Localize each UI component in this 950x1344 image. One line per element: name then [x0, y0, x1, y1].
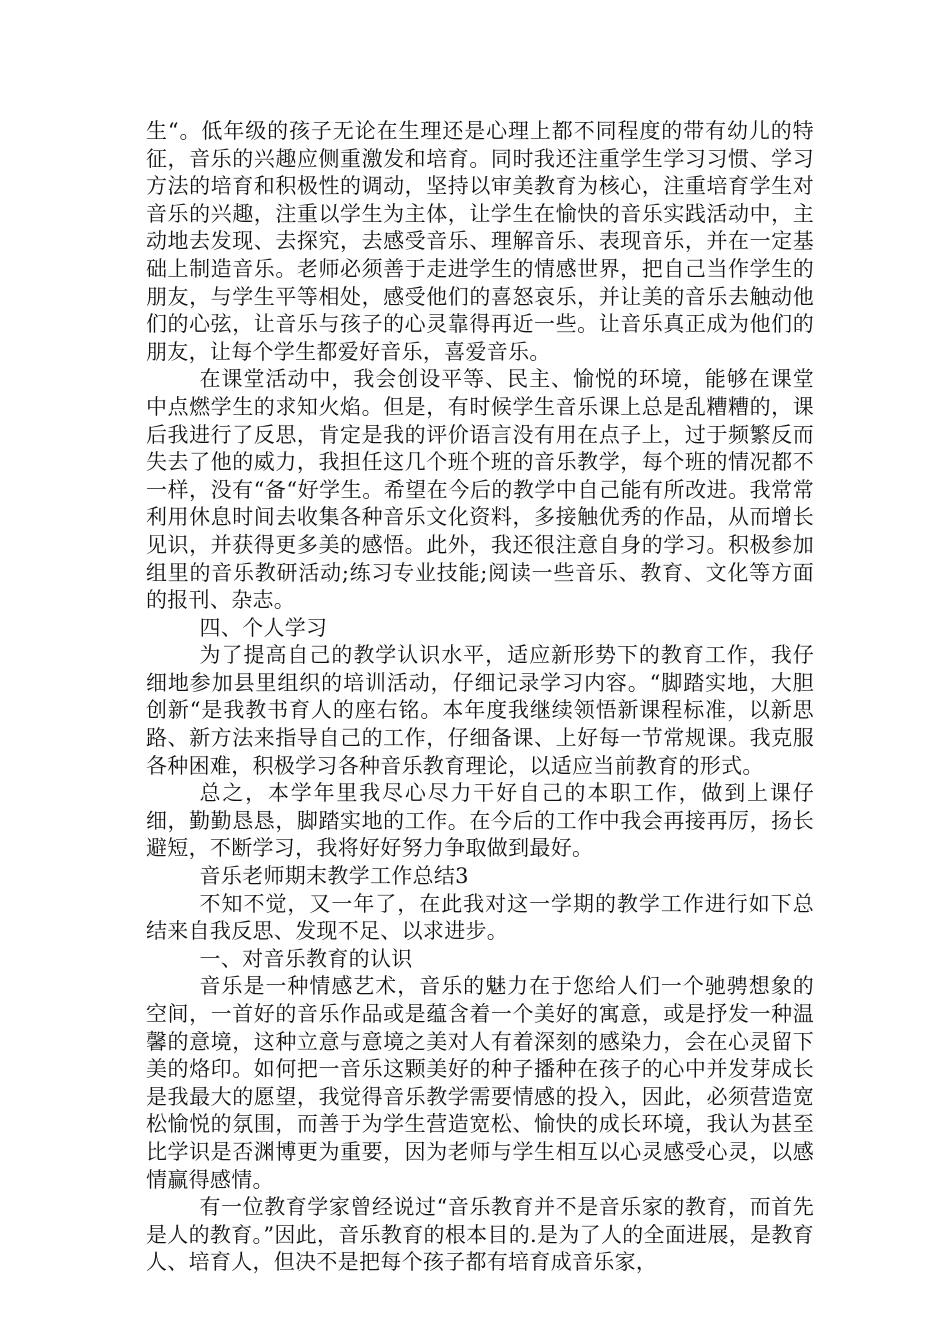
paragraph-intro: 不知不觉，又一年了，在此我对这一学期的教学工作进行如下总结来自我反思、发现不足、以求进步。 — [146, 891, 814, 944]
section-heading-personal-study: 四、个人学习 — [199, 615, 328, 640]
section-heading-music-education: 一、对音乐教育的认识 — [199, 946, 413, 971]
paragraph-music-emotion: 音乐是一种情感艺术，音乐的魅力在于您给人们一个驰骋想象的空间，一首好的音乐作品或是蕴含着一个美好的寓意，或是抒发一种温馨的意境，这种立意与意境之美对人有着深刻的感染力，会在心灵留下美的烙印。如何把一音乐这颗美好的种子播种在孩子的心中并发芽成长是我最大的愿望，我觉得音乐教学需要情感的投入，因此，必须营造宽松愉悦的氛围，而善于为学生营造宽松、愉快的成长环境，我认为甚至比学识是否渊博更为重要，因为老师与学生相互以心灵感受心灵，以感情赢得感情。 — [146, 974, 814, 1192]
article-title: 音乐老师期末教学工作总结3 — [199, 864, 469, 889]
paragraph-summary: 总之，本学年里我尽心尽力干好自己的本职工作，做到上课仔细，勤勤恳恳，脚踏实地的工作。在今后的工作中我会再接再厉，扬长避短，不断学习，我将好好努力争取做到最好。 — [146, 781, 814, 861]
paragraph-personal-study: 为了提高自己的教学认识水平，适应新形势下的教育工作，我仔细地参加县里组织的培训活动，仔细记录学习内容。“脚踏实地，大胆创新“是我教书育人的座右铭。本年度我继续领悟新课程标准，以新思路、新方法来指导自己的工作，仔细备课、上好每一节常规课。我克服各种困难，积极学习各种音乐教育理论，以适应当前教育的形式。 — [146, 643, 814, 778]
paragraph-education-quote: 有一位教育学家曾经说过“音乐教育并不是音乐家的教育，而首先是人的教育。”因此，音乐教育的根本目的.是为了人的全面进展，是教育人、培育人，但决不是把每个孩子都有培育成音乐家， — [146, 1195, 814, 1275]
paragraph-continuation: 生“。低年级的孩子无论在生理还是心理上都不同程度的带有幼儿的特征，音乐的兴趣应侧重激发和培育。同时我还注重学生学习习惯、学习方法的培育和积极性的调动，坚持以审美教育为核心，注重培育学生对音乐的兴趣，注重以学生为主体，让学生在愉快的音乐实践活动中，主动地去发现、去探究，去感受音乐、理解音乐、表现音乐，并在一定基础上制造音乐。老师必须善于走进学生的情感世界，把自己当作学生的朋友，与学生平等相处，感受他们的喜怒哀乐，并让美的音乐去触动他们的心弦，让音乐与孩子的心灵靠得再近一些。让音乐真正成为他们的朋友，让每个学生都爱好音乐，喜爱音乐。 — [146, 119, 814, 364]
paragraph-classroom-activity: 在课堂活动中，我会创设平等、民主、愉悦的环境，能够在课堂中点燃学生的求知火焰。但是，有时候学生音乐课上总是乱糟糟的，课后我进行了反思，肯定是我的评价语言没有用在点子上，过于频繁反而失去了他的威力，我担任这几个班个班的音乐教学，每个班的情况都不一样，没有“备“好学生。希望在今后的教学中自己能有所改进。我常常利用休息时间去收集各种音乐文化资料，多接触优秀的作品，从而增长见识，并获得更多美的感悟。此外，我还很注意自身的学习。积极参加组里的音乐教研活动;练习专业技能;阅读一些音乐、教育、文化等方面的报刊、杂志。 — [146, 367, 814, 613]
document-page — [146, 118, 814, 1277]
